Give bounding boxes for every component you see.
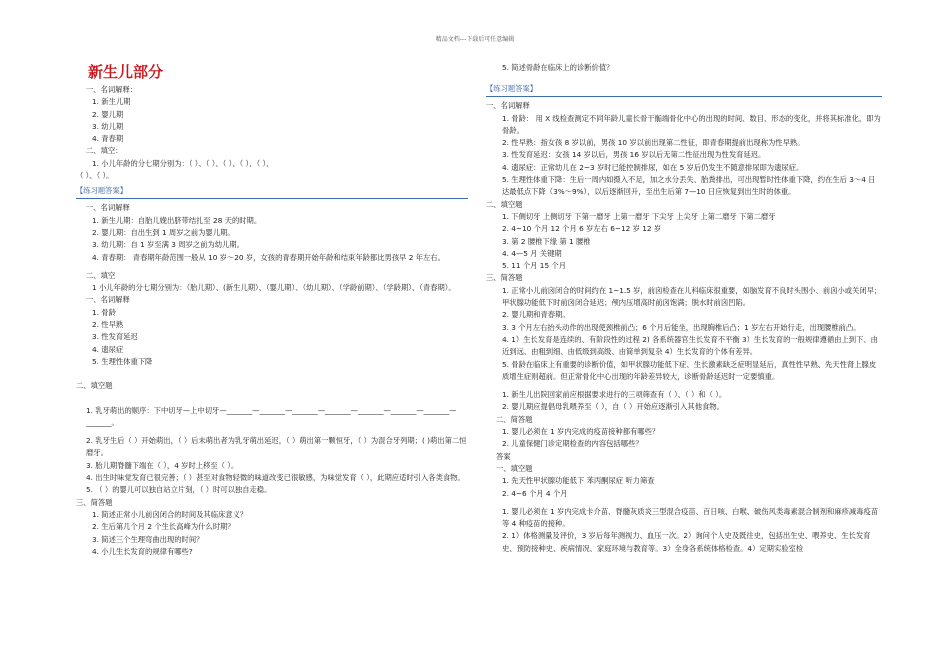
list-item: 2. 乳牙生后（ ）开始萌出，（ ）后未萌出者为乳牙萌出延迟，（ ）萌出第一颗恒牙，（ ）为混合牙列期；( )萌出第二恒磨牙。: [86, 436, 467, 458]
list-item: 一、名词解释: [486, 101, 530, 111]
list-item: 3. 第 2 腰椎下缘 第 1 腰椎: [502, 236, 591, 246]
list-item: 4. 青春期： 青春期年龄范围一般从 10 岁～20 岁，女孩的青春期开始年龄和结束年龄都比男孩早 2 年左右。: [92, 252, 445, 262]
list-item: 2. 4~10 个月 12 个月 6 岁左右 6~12 岁 12 岁: [502, 224, 662, 234]
final-answers: [486, 506, 882, 555]
nouns-list: [76, 84, 468, 145]
list-item: 一、填空题: [496, 463, 533, 473]
list-item: 4. 遗尿症: [92, 344, 124, 354]
fill-questions: [76, 405, 468, 497]
left-column: [76, 62, 468, 558]
list-item: 4. 出生时味觉发育已很完善；（ ）甚至对食物轻微的味道改变已很敏感，为味觉发育（ ），此期应适时引入各类食物。: [86, 473, 465, 483]
list-item: 2. 性早熟：指女孩 8 岁以前，男孩 10 岁以前出现第二性征，即青春期提前出现称为性早熟。: [502, 138, 805, 148]
answers-nouns: [76, 202, 468, 263]
list-item: 5. 生理性体重下降：生后一周内如摄入不足，加之水分丢失、胎粪排出，可出现暂时性体重下降，约在生后 3～4 日达最低点下降（3%～9%），以后逐渐回升，至出生后第 7—10 日应恢复到出生时的体重。: [502, 175, 876, 197]
list-item: 三、简答题: [76, 497, 113, 507]
list-item: 2. 性早熟: [92, 320, 124, 330]
list-item: 1. 乳牙萌出的顺序：下中切牙—上中切牙—_______—_______—_______—_______—_______—_______—_______—_______。: [86, 405, 457, 427]
list-item: 3. 简述三个生理弯曲出现的时间？: [92, 534, 204, 544]
list-item: 4. 1）生长发育是连续的、有阶段性的过程 2) 各系统器官生长发育不平衡 3）生长发育的一般规律遵循由上到下、由近到远、由粗到细、由低级到高级、由简单到复杂 4）生长发育的个体有差异。: [502, 334, 878, 357]
list-item: （ ）、（ ）。: [76, 171, 114, 181]
list-item: 1. 婴儿必须在 1 岁内完成的疫苗接种都有哪些？: [502, 427, 660, 437]
list-item: 4. 4—5 月 关键期: [502, 248, 562, 258]
list-item: 1. 简述正常小儿前囟闭合的时间及其临床意义？: [92, 509, 248, 519]
list-item: 3. 幼儿期：自 1 岁至满 3 周岁之前为幼儿期。: [92, 240, 244, 250]
list-item: 1. 下侧切牙 上侧切牙 下第一磨牙 上第一磨牙 下尖牙 上尖牙 上第二磨牙 下第二磨牙: [502, 211, 776, 221]
list-item: 二、填空: [86, 270, 116, 280]
answer-fills: [486, 199, 882, 273]
page-header: 精品文档---下载后可任意编辑: [435, 36, 515, 43]
list-item: 2. 儿童保健门诊定期检查的内容包括哪些？: [502, 439, 643, 449]
question-5: 5. 简述骨龄在临床上的诊断价值？: [502, 63, 614, 72]
list-item: 1. 正常小儿前囟闭合的时间约在 1~1.5 岁，前囟检查在儿科临床很重要，如脑发育不良时头围小、前囟小或关闭早；甲状腺功能低下时前囟闭合延迟；颅内压增高时前囟饱满；脱水时前囟凹陷。: [502, 285, 882, 308]
list-item: 1. 新生儿期：自胎儿娩出脐带结扎至 28 天的时期。: [92, 215, 262, 225]
list-item: 3. 幼儿期: [92, 121, 124, 131]
list-item: 答案: [496, 451, 511, 461]
right-column: [486, 62, 882, 555]
list-item: 2. 婴儿期应提倡母乳喂养至（ ），自（ ）开始应逐渐引入其他食物。: [502, 402, 724, 412]
answer-shorts: [486, 272, 882, 383]
section-heading: 二、填空题: [76, 381, 113, 391]
list-item: 5. 骨龄在临床上有重要的诊断价值，如甲状腺功能低下症、生长激素缺乏症明显延后，真性性早熟、先天性肾上腺皮质增生症则超前。但正常骨化中心出现的年龄差异较大，诊断骨龄延迟时一定要慎重。: [502, 359, 877, 381]
list-item: 一、名词解释：: [86, 85, 138, 94]
answers-fill: [76, 270, 468, 295]
list-item: 5. （ ）的婴儿可以独自站立片刻，（ ）时可以独自走稳。: [86, 485, 272, 495]
list-item: 2. 婴儿期和青春期。: [502, 310, 570, 320]
list-item: 4. 青春期: [92, 134, 124, 144]
answer-header: 【练习题答案】: [76, 185, 468, 199]
list-item: 3. 性发育延迟: [92, 332, 138, 342]
page-title: 新生儿部分: [88, 63, 164, 81]
list-item: 二、简答题: [496, 414, 533, 424]
list-item: 3. 性发育延迟：女孩 14 岁以后，男孩 16 岁以后无第二性征出现为性发育延迟。: [502, 150, 766, 160]
list-item: 1. 小儿年龄的分七期分别为：（ ）、（ ）、（ ）、（ ）、（ ）、: [92, 158, 274, 168]
list-item: 1. 骨龄： 用 X 线检查测定不同年龄儿童长骨干骺端骨化中心的出现的时间、数目、形态的变化，并将其标准化，即为骨龄。: [502, 113, 881, 135]
list-item: 2. 婴儿期：自出生到 1 周岁之前为婴儿期。: [92, 227, 235, 237]
short-questions: [76, 497, 468, 558]
list-item: 2. 4~6 个月 4 个月: [502, 488, 568, 498]
list-item: 2. 1）体格测量及评价，3 岁后每年测视力、血压一次。2）询问个人史及既往史，包括出生史、喂养史、生长发育史、预防接种史、疾病情况、家庭环境与教育等。3）全身各系统体格检查。4）定期实验室检: [502, 531, 871, 553]
list-item: 5. 生理性体重下降: [92, 356, 153, 366]
list-item: 三、简答题: [486, 273, 523, 283]
list-item: 1. 先天性甲状腺功能低下 苯丙酮尿症 听力筛查: [502, 476, 655, 486]
list-item: 1 小儿年龄的分七期分别为：（胎儿期）、(新生儿期）、（婴儿期）、（幼儿期）、（学龄前期）、（学龄期）、（青春期）。: [92, 283, 456, 293]
fill-list: [76, 145, 468, 182]
lower-section: [486, 389, 882, 500]
answer-nouns: [486, 100, 882, 198]
list-item: 4. 小儿生长发育的规律有哪些?: [92, 546, 193, 556]
list-item: 1. 婴儿必须在 1 岁内完成卡介苗、脊髓灰质炎三型混合疫苗、百日咳、白喉、破伤风类毒素混合制剂和麻疹减毒疫苗等 4 种疫苗的接种。: [502, 506, 879, 529]
list-item: 2. 生后第几个月 2 个生长高峰为什么时期？: [92, 522, 235, 532]
list-item: 一、名词解释: [86, 295, 130, 305]
nouns-list-2: [76, 294, 468, 368]
list-item: 一、名词解释: [86, 203, 130, 213]
list-item: 3. 3 个月左右抬头动作的出现使颈椎前凸；6 个月后能坐，出现胸椎后凸；1 岁左右开始行走，出现腰椎前凸。: [502, 322, 861, 332]
list-item: 4. 遗尿症：正常幼儿在 2~3 岁时已能控制排尿，如在 5 岁后仍发生不随意排尿即为遗尿症。: [502, 162, 804, 172]
answer-header: 【练习题答案】: [486, 83, 882, 97]
list-item: 2. 婴儿期: [92, 109, 124, 119]
list-item: 二、填空题: [486, 199, 523, 209]
list-item: 1. 新生儿期: [92, 97, 131, 107]
list-item: 1. 新生儿出院回家前应根据要求进行的三项筛查有（ ）、（ ）和（ ）。: [502, 390, 727, 400]
list-item: 5. 11 个月 15 个月: [502, 261, 566, 271]
list-item: 1. 骨龄: [92, 307, 116, 317]
list-item: 3. 胎儿期脊髓下端在（ ），4 岁时上移至（ ）。: [86, 460, 239, 470]
list-item: 二、填空：: [86, 146, 123, 156]
